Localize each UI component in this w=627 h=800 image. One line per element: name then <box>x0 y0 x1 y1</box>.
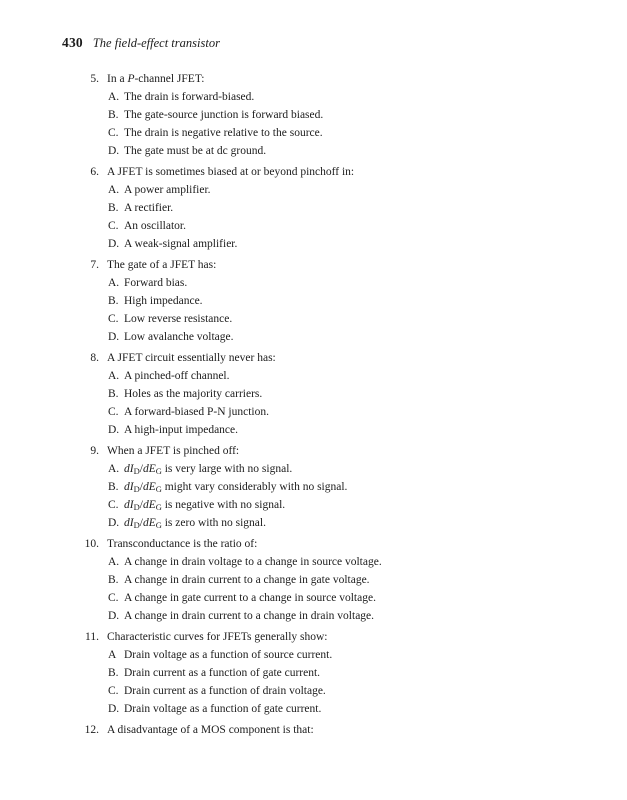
subscript-d: D <box>133 466 140 476</box>
choice-text: High impedance. <box>124 295 203 307</box>
answer-choice <box>0 181 627 199</box>
choice-letter: A. <box>108 556 120 568</box>
choice-text <box>124 478 347 496</box>
choice-text: The drain is forward-biased. <box>124 91 255 103</box>
answer-choice <box>0 571 627 589</box>
choice-letter: B. <box>108 109 119 121</box>
subscript-d: D <box>133 502 140 512</box>
choice-text: Holes as the majority carriers. <box>124 388 263 400</box>
choice-letter: D. <box>108 424 120 436</box>
answer-choice <box>0 421 627 439</box>
question-number: 12. <box>84 724 99 736</box>
choice-letter: A. <box>108 91 120 103</box>
choice-letter: C. <box>108 313 119 325</box>
question-7 <box>0 256 627 346</box>
question-text: The gate of a JFET has: <box>107 259 217 271</box>
choice-letter: D. <box>108 703 120 715</box>
choice-text: A power amplifier. <box>124 184 211 196</box>
subscript-g: G <box>155 502 162 512</box>
answer-choice <box>0 403 627 421</box>
answer-choice <box>0 88 627 106</box>
answer-choice <box>0 460 627 478</box>
choice-letter: A. <box>108 463 120 475</box>
fraction-slash: / <box>139 463 143 475</box>
answer-choice <box>0 106 627 124</box>
question-stem <box>0 628 627 646</box>
choice-text <box>124 460 292 478</box>
question-text-suffix: -channel JFET: <box>134 73 205 85</box>
answer-choice <box>0 274 627 292</box>
question-11 <box>0 628 627 718</box>
choice-text: A high-input impedance. <box>124 424 239 436</box>
question-text: A JFET is sometimes biased at or beyond pinchoff in: <box>107 166 355 178</box>
answer-choice <box>0 514 627 532</box>
question-number: 6. <box>90 166 99 178</box>
question-stem <box>0 442 627 460</box>
choice-letter: B. <box>108 481 119 493</box>
choice-letter: B. <box>108 202 119 214</box>
answer-choice <box>0 478 627 496</box>
subscript-g: G <box>155 484 162 494</box>
question-number: 10. <box>84 538 99 550</box>
choice-letter: C. <box>108 499 119 511</box>
subscript-g: G <box>155 466 162 476</box>
question-text: Characteristic curves for JFETs generally show: <box>107 631 328 643</box>
choice-letter: A. <box>108 370 120 382</box>
answer-choice <box>0 385 627 403</box>
question-number: 11. <box>85 631 99 643</box>
choice-text: A change in drain current to a change in drain voltage. <box>124 610 375 622</box>
derivative-numerator: dI <box>124 499 134 511</box>
question-5 <box>0 70 627 160</box>
choice-text: Drain current as a function of gate current. <box>124 667 321 679</box>
choice-letter: A. <box>108 277 120 289</box>
question-12 <box>0 721 627 739</box>
choice-letter: C. <box>108 220 119 232</box>
derivative-numerator: dI <box>124 481 134 493</box>
question-stem <box>0 163 627 181</box>
fraction-slash: / <box>139 517 143 529</box>
question-8 <box>0 349 627 439</box>
subscript-d: D <box>133 484 140 494</box>
choice-letter: A <box>108 649 117 661</box>
choice-text: Drain voltage as a function of gate current. <box>124 703 322 715</box>
question-text-italic: P <box>127 73 135 85</box>
choice-letter: B. <box>108 667 119 679</box>
choice-text: Forward bias. <box>124 277 188 289</box>
question-list <box>0 70 627 742</box>
choice-text-rest: might vary considerably with no signal. <box>161 481 348 493</box>
choice-letter: B. <box>108 574 119 586</box>
question-text-prefix: In a <box>107 73 128 85</box>
answer-choice <box>0 124 627 142</box>
choice-text: A change in gate current to a change in source voltage. <box>124 592 376 604</box>
choice-text: Low reverse resistance. <box>124 313 233 325</box>
derivative-denominator: dE <box>142 463 156 475</box>
page-header <box>62 34 220 52</box>
question-number: 8. <box>90 352 99 364</box>
question-stem <box>0 721 627 739</box>
choice-text: Drain voltage as a function of source current. <box>124 649 333 661</box>
choice-letter: B. <box>108 388 119 400</box>
derivative-denominator: dE <box>142 499 156 511</box>
question-stem <box>0 535 627 553</box>
choice-text: A change in drain voltage to a change in source voltage. <box>124 556 382 568</box>
answer-choice <box>0 700 627 718</box>
answer-choice <box>0 496 627 514</box>
subscript-d: D <box>133 520 140 530</box>
answer-choice <box>0 553 627 571</box>
answer-choice <box>0 328 627 346</box>
question-number: 5. <box>90 73 99 85</box>
question-10 <box>0 535 627 625</box>
answer-choice <box>0 142 627 160</box>
choice-text: An oscillator. <box>124 220 186 232</box>
answer-choice <box>0 607 627 625</box>
derivative-numerator: dI <box>124 463 134 475</box>
answer-choice <box>0 589 627 607</box>
answer-choice <box>0 235 627 253</box>
answer-choice <box>0 199 627 217</box>
derivative-denominator: dE <box>142 517 156 529</box>
choice-text <box>124 514 266 532</box>
answer-choice <box>0 217 627 235</box>
question-text: When a JFET is pinched off: <box>107 445 240 457</box>
choice-text: The gate-source junction is forward biased. <box>124 109 324 121</box>
answer-choice <box>0 646 627 664</box>
choice-letter: C. <box>108 127 119 139</box>
choice-letter: D. <box>108 145 120 157</box>
question-stem <box>0 349 627 367</box>
answer-choice <box>0 292 627 310</box>
choice-text-rest: is negative with no signal. <box>161 499 286 511</box>
choice-letter: C. <box>108 406 119 418</box>
choice-letter: D. <box>108 331 120 343</box>
choice-text: The gate must be at dc ground. <box>124 145 267 157</box>
answer-choice <box>0 367 627 385</box>
question-text: A disadvantage of a MOS component is that: <box>107 724 314 736</box>
fraction-slash: / <box>139 481 143 493</box>
question-6 <box>0 163 627 253</box>
choice-letter: D. <box>108 238 120 250</box>
answer-choice <box>0 682 627 700</box>
choice-text: A change in drain current to a change in gate voltage. <box>124 574 370 586</box>
choice-text-rest: is zero with no signal. <box>161 517 266 529</box>
choice-text: Low avalanche voltage. <box>124 331 234 343</box>
derivative-numerator: dI <box>124 517 134 529</box>
choice-text: Drain current as a function of drain voltage. <box>124 685 326 697</box>
answer-choice <box>0 664 627 682</box>
choice-text: The drain is negative relative to the source. <box>124 127 323 139</box>
choice-letter: D. <box>108 517 120 529</box>
choice-text: A rectifier. <box>124 202 174 214</box>
fraction-slash: / <box>139 499 143 511</box>
question-9 <box>0 442 627 532</box>
subscript-g: G <box>155 520 162 530</box>
question-text: A JFET circuit essentially never has: <box>107 352 276 364</box>
answer-choice <box>0 310 627 328</box>
choice-text: A weak-signal amplifier. <box>124 238 238 250</box>
choice-letter: A. <box>108 184 120 196</box>
question-number: 7. <box>90 259 99 271</box>
choice-letter: C. <box>108 592 119 604</box>
question-stem <box>0 256 627 274</box>
choice-text <box>124 496 285 514</box>
page-number: 430 <box>62 35 83 50</box>
question-stem <box>0 70 627 88</box>
choice-text-rest: is very large with no signal. <box>161 463 293 475</box>
choice-text: A pinched-off channel. <box>124 370 230 382</box>
choice-letter: B. <box>108 295 119 307</box>
derivative-denominator: dE <box>142 481 156 493</box>
question-number: 9. <box>90 445 99 457</box>
question-text <box>107 70 204 88</box>
question-text: Transconductance is the ratio of: <box>107 538 258 550</box>
choice-letter: D. <box>108 610 120 622</box>
running-title: The field-effect transistor <box>92 36 220 50</box>
choice-text: A forward-biased P-N junction. <box>124 406 269 418</box>
choice-letter: C. <box>108 685 119 697</box>
